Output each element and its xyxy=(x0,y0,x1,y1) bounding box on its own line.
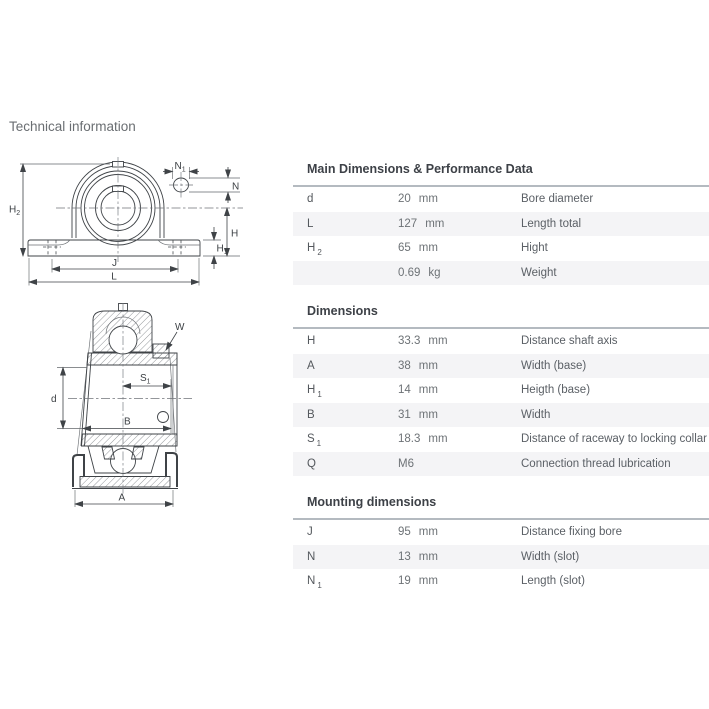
desc-cell: Hight xyxy=(521,242,548,255)
desc-cell: Connection thread lubrication xyxy=(521,457,671,470)
param-symbol: A xyxy=(307,359,315,372)
page-title: Technical information xyxy=(9,119,136,134)
desc-cell: Length (slot) xyxy=(521,575,585,588)
value-cell xyxy=(398,218,521,230)
spec-section xyxy=(293,495,709,594)
dimension-j xyxy=(52,258,178,273)
param-symbol: L xyxy=(307,217,314,230)
value-unit: kg xyxy=(428,266,441,279)
dimension-n xyxy=(189,167,240,203)
table-row xyxy=(293,354,709,379)
label-s1: $S_1$ xyxy=(140,373,151,386)
value-number: 19 xyxy=(398,575,411,588)
table-row xyxy=(293,520,709,545)
value-unit: mm xyxy=(428,433,448,446)
value-cell xyxy=(398,360,521,372)
dimension-h1 xyxy=(203,227,228,269)
value-cell xyxy=(398,267,521,279)
label-a: A xyxy=(118,492,126,504)
table-row xyxy=(293,329,709,354)
value-number: 95 xyxy=(398,526,411,539)
label-n1: $N_1$ xyxy=(174,161,186,174)
value-number: 127 xyxy=(398,217,418,230)
param-symbol: N xyxy=(307,550,316,563)
value-number: M6 xyxy=(398,457,414,470)
dimension-h2 xyxy=(9,164,110,256)
param-symbol: Q xyxy=(307,457,316,470)
param-cell xyxy=(307,218,398,230)
value-cell xyxy=(398,384,521,396)
value-unit: mm xyxy=(428,335,448,348)
param-symbol: H xyxy=(307,384,316,397)
housing-front-outline xyxy=(28,162,200,257)
value-unit: mm xyxy=(418,193,438,206)
param-subscript: 1 xyxy=(317,580,322,590)
desc-cell: Heigth (base) xyxy=(521,384,591,397)
value-unit: mm xyxy=(418,408,438,421)
label-w-leader xyxy=(166,322,185,350)
param-cell xyxy=(307,360,398,372)
desc-cell: Width (slot) xyxy=(521,550,580,563)
value-number: 18.3 xyxy=(398,433,421,446)
param-symbol: B xyxy=(307,408,315,421)
spec-tables xyxy=(293,148,709,594)
value-number: 33.3 xyxy=(398,335,421,348)
section-rows xyxy=(293,185,709,285)
param-symbol: S xyxy=(307,433,315,446)
value-unit: mm xyxy=(418,575,438,588)
param-cell xyxy=(307,551,398,563)
param-subscript: 1 xyxy=(317,389,322,399)
spec-section xyxy=(293,162,709,285)
table-row xyxy=(293,187,709,212)
value-unit: mm xyxy=(418,550,438,563)
value-cell xyxy=(398,575,521,587)
value-number: 0.69 xyxy=(398,266,421,279)
value-cell xyxy=(398,409,521,421)
table-row xyxy=(293,569,709,594)
section-rows xyxy=(293,327,709,476)
value-number: 13 xyxy=(398,550,411,563)
param-subscript: 2 xyxy=(317,247,322,257)
param-cell xyxy=(307,242,398,257)
housing-section-outline xyxy=(72,304,178,489)
dimension-a xyxy=(75,490,173,507)
label-j: J xyxy=(112,258,117,269)
desc-cell: Distance of raceway to locking collar xyxy=(521,433,707,446)
slot-hidden-lines xyxy=(43,240,186,256)
param-subscript: 1 xyxy=(316,438,322,448)
table-row xyxy=(293,212,709,237)
desc-cell: Bore diameter xyxy=(521,193,594,206)
section-heading: Mounting dimensions xyxy=(307,495,437,509)
param-cell xyxy=(307,267,398,279)
desc-cell: Weight xyxy=(521,266,557,279)
table-row xyxy=(293,452,709,477)
value-number: 31 xyxy=(398,408,411,421)
param-symbol: N xyxy=(307,575,316,588)
front-view-drawing xyxy=(0,150,260,295)
desc-cell: Distance shaft axis xyxy=(521,335,618,348)
param-cell xyxy=(307,409,398,421)
section-heading: Main Dimensions & Performance Data xyxy=(307,162,533,176)
value-unit: mm xyxy=(418,359,438,372)
table-row xyxy=(293,236,709,261)
param-cell xyxy=(307,384,398,399)
table-row xyxy=(293,403,709,428)
table-row xyxy=(293,261,709,286)
label-d: d xyxy=(51,394,57,405)
side-view-drawing xyxy=(0,295,260,510)
spec-section xyxy=(293,304,709,476)
param-cell xyxy=(307,526,398,538)
desc-cell: Width xyxy=(521,408,551,421)
value-cell xyxy=(398,242,521,254)
value-number: 38 xyxy=(398,359,411,372)
table-row xyxy=(293,545,709,570)
desc-cell: Length total xyxy=(521,217,582,230)
value-cell xyxy=(398,433,521,445)
desc-cell: Width (base) xyxy=(521,359,587,372)
param-cell xyxy=(307,433,398,448)
section-heading: Dimensions xyxy=(307,304,378,318)
section-rows xyxy=(293,518,709,594)
label-h2: $H_2$ xyxy=(9,204,21,217)
value-unit: mm xyxy=(418,242,438,255)
value-number: 14 xyxy=(398,384,411,397)
param-symbol: d xyxy=(307,193,314,206)
label-b: B xyxy=(124,416,131,428)
label-w: W xyxy=(175,322,185,333)
label-l: L xyxy=(111,271,117,283)
center-lines xyxy=(56,157,243,262)
value-unit: mm xyxy=(418,526,438,539)
label-h: H xyxy=(231,228,239,240)
param-symbol: J xyxy=(307,526,313,539)
value-unit: mm xyxy=(418,384,438,397)
param-symbol: H xyxy=(307,242,316,255)
value-cell xyxy=(398,193,521,205)
param-symbol: H xyxy=(307,335,316,348)
param-cell xyxy=(307,458,398,470)
value-cell xyxy=(398,335,521,347)
value-cell xyxy=(398,526,521,538)
param-cell xyxy=(307,575,398,590)
value-cell xyxy=(398,458,521,470)
table-row xyxy=(293,427,709,452)
label-n: N xyxy=(232,181,240,193)
dimension-d xyxy=(51,368,87,429)
param-cell xyxy=(307,335,398,347)
table-row xyxy=(293,378,709,403)
value-cell xyxy=(398,551,521,563)
value-number: 65 xyxy=(398,242,411,255)
desc-cell: Distance fixing bore xyxy=(521,526,622,539)
param-cell xyxy=(307,193,398,205)
label-h1: $H_1$ xyxy=(216,243,228,256)
value-unit: mm xyxy=(425,217,445,230)
value-number: 20 xyxy=(398,193,411,206)
